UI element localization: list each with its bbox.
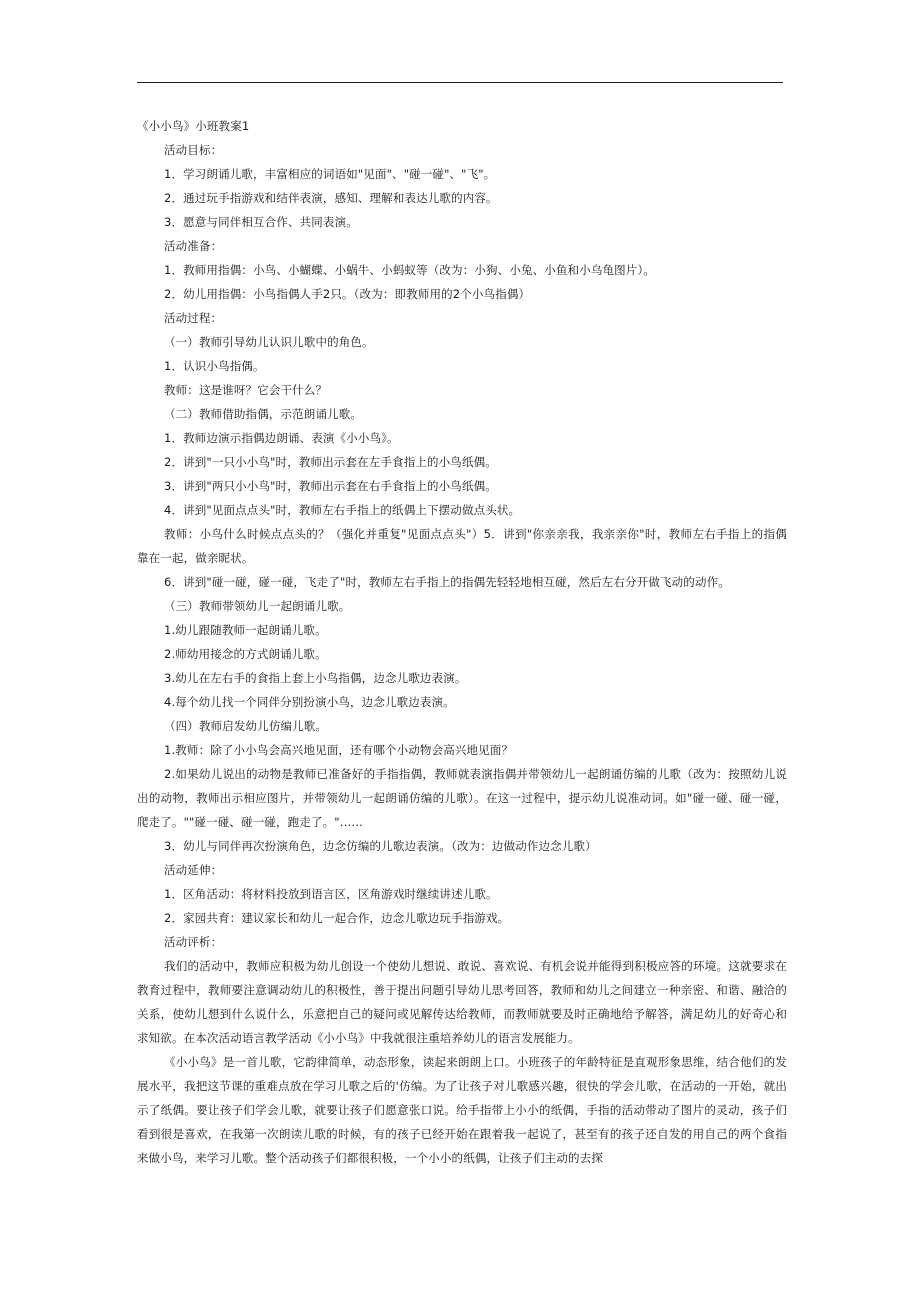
process-item: 2.师幼用接念的方式朗诵儿歌。 (164, 647, 327, 661)
process-item: （四）教师启发幼儿仿编儿歌。 (164, 719, 328, 733)
process-item: 1.幼儿跟随教师一起朗诵儿歌。 (164, 623, 327, 637)
prep-heading: 活动准备： (164, 239, 223, 253)
process-item: 6．讲到"碰一碰，碰一碰，飞走了"时，教师左右手指上的指偶先轻轻地相互碰，然后左右分开做飞动的动作。 (164, 575, 730, 589)
process-item: 3．讲到"两只小小鸟"时，教师出示套在右手食指上的小鸟纸偶。 (164, 479, 497, 493)
process-wrap-paragraph: 教师：小鸟什么时候点点头的？（强化并重复"见面点点头"）5．讲到"你亲亲我，我亲亲你"时，教师左右手指上的指偶靠在一起，做亲昵状。 (137, 527, 787, 565)
process-paragraph: 2.如果幼儿说出的动物是教师已准备好的手指指偶，教师就表演指偶并带领幼儿一起朗诵仿编的儿歌（改为：按照幼儿说出的动物，教师出示相应图片，并带领幼儿一起朗诵仿编的儿歌）。在这一过程中，提示幼儿说准动词。如"碰一碰、碰一碰，爬走了。""碰一碰、碰一碰，跑走了。"…… (137, 767, 787, 829)
process-item: （二）教师借助指偶，示范朗诵儿歌。 (164, 407, 363, 421)
goal-heading: 活动目标： (164, 143, 223, 157)
process-item: 3．幼儿与同伴再次扮演角色，边念仿编的儿歌边表演。（改为：边做动作边念儿歌） (164, 839, 597, 853)
process-item: 4.每个幼儿找一个同伴分别扮演小鸟，边念儿歌边表演。 (164, 695, 455, 709)
prep-item: 2．幼儿用指偶：小鸟指偶人手2只。（改为：即教师用的2个小鸟指偶） (164, 287, 531, 301)
process-item: 4．讲到"见面点点头"时，教师左右手指上的纸偶上下摆动做点头状。 (164, 503, 521, 517)
process-item: 1.教师：除了小小鸟会高兴地见面，还有哪个小动物会高兴地见面？ (164, 743, 514, 757)
ext-heading: 活动延伸： (164, 863, 223, 877)
ext-item: 2．家园共育：建议家长和幼儿一起合作，边念儿歌边玩手指游戏。 (164, 911, 510, 925)
eval-heading: 活动评析： (164, 935, 223, 949)
header-rule (137, 82, 783, 83)
goal-item: 2．通过玩手指游戏和结伴表演，感知、理解和表达儿歌的内容。 (164, 191, 498, 205)
process-item: 1．教师边演示指偶边朗诵、表演《小小鸟》。 (164, 431, 399, 445)
prep-item: 1．教师用指偶：小鸟、小蝴蝶、小蜗牛、小蚂蚁等（改为：小狗、小兔、小鱼和小乌龟图片）。 (164, 263, 656, 277)
document-body (137, 114, 787, 1170)
goal-item: 3．愿意与同伴相互合作、共同表演。 (164, 215, 358, 229)
ext-item: 1．区角活动：将材料投放到语言区，区角游戏时继续讲述儿歌。 (164, 887, 498, 901)
process-item: 3.幼儿在左右手的食指上套上小鸟指偶，边念儿歌边表演。 (164, 671, 467, 685)
process-item: 1．认识小鸟指偶。 (164, 359, 265, 373)
process-item: （一）教师引导幼儿认识儿歌中的角色。 (164, 335, 374, 349)
doc-title: 《小小鸟》小班教案1 (137, 119, 250, 133)
process-item: （三）教师带领幼儿一起朗诵儿歌。 (164, 599, 351, 613)
process-item: 2．讲到"一只小小鸟"时，教师出示套在左手食指上的小鸟纸偶。 (164, 455, 497, 469)
process-heading: 活动过程： (164, 311, 223, 325)
process-item: 教师：这是谁呀？它会干什么？ (164, 383, 328, 397)
eval-paragraph: 我们的活动中，教师应积极为幼儿创设一个使幼儿想说、敢说、喜欢说、有机会说并能得到积极应答的环境。这就要求在教育过程中，教师要注意调动幼儿的积极性，善于提出问题引导幼儿思考回答，教师和幼儿之间建立一种亲密、和谐、融洽的关系，使幼儿想到什么说什么，乐意把自己的疑问或见解传达给教师，而教师就要及时正确地给予解答，满足幼儿的好奇心和求知欲。在本次活动语言教学活动《小小鸟》中我就很注重培养幼儿的语言发展能力。 (137, 959, 787, 1045)
goal-item: 1．学习朗诵儿歌，丰富相应的词语如"见面"、"碰一碰"、"飞"。 (164, 167, 496, 181)
eval-paragraph: 《小小鸟》是一首儿歌，它韵律简单，动态形象，读起来朗朗上口。小班孩子的年龄特征是直观形象思维，结合他们的发展水平，我把这节课的重难点放在学习儿歌之后的'仿编。为了让孩子对儿歌感兴趣，很快的学会儿歌，在活动的一开始，就出示了纸偶。要让孩子们学会儿歌，就要让孩子们愿意张口说。给手指带上小小的纸偶，手指的活动带动了图片的灵动，孩子们看到很是喜欢，在我第一次朗读儿歌的时候，有的孩子已经开始在跟着我一起说了，甚至有的孩子还自发的用自己的两个食指来做小鸟，来学习儿歌。整个活动孩子们都很积极，一个小小的纸偶，让孩子们主动的去探 (137, 1055, 787, 1165)
